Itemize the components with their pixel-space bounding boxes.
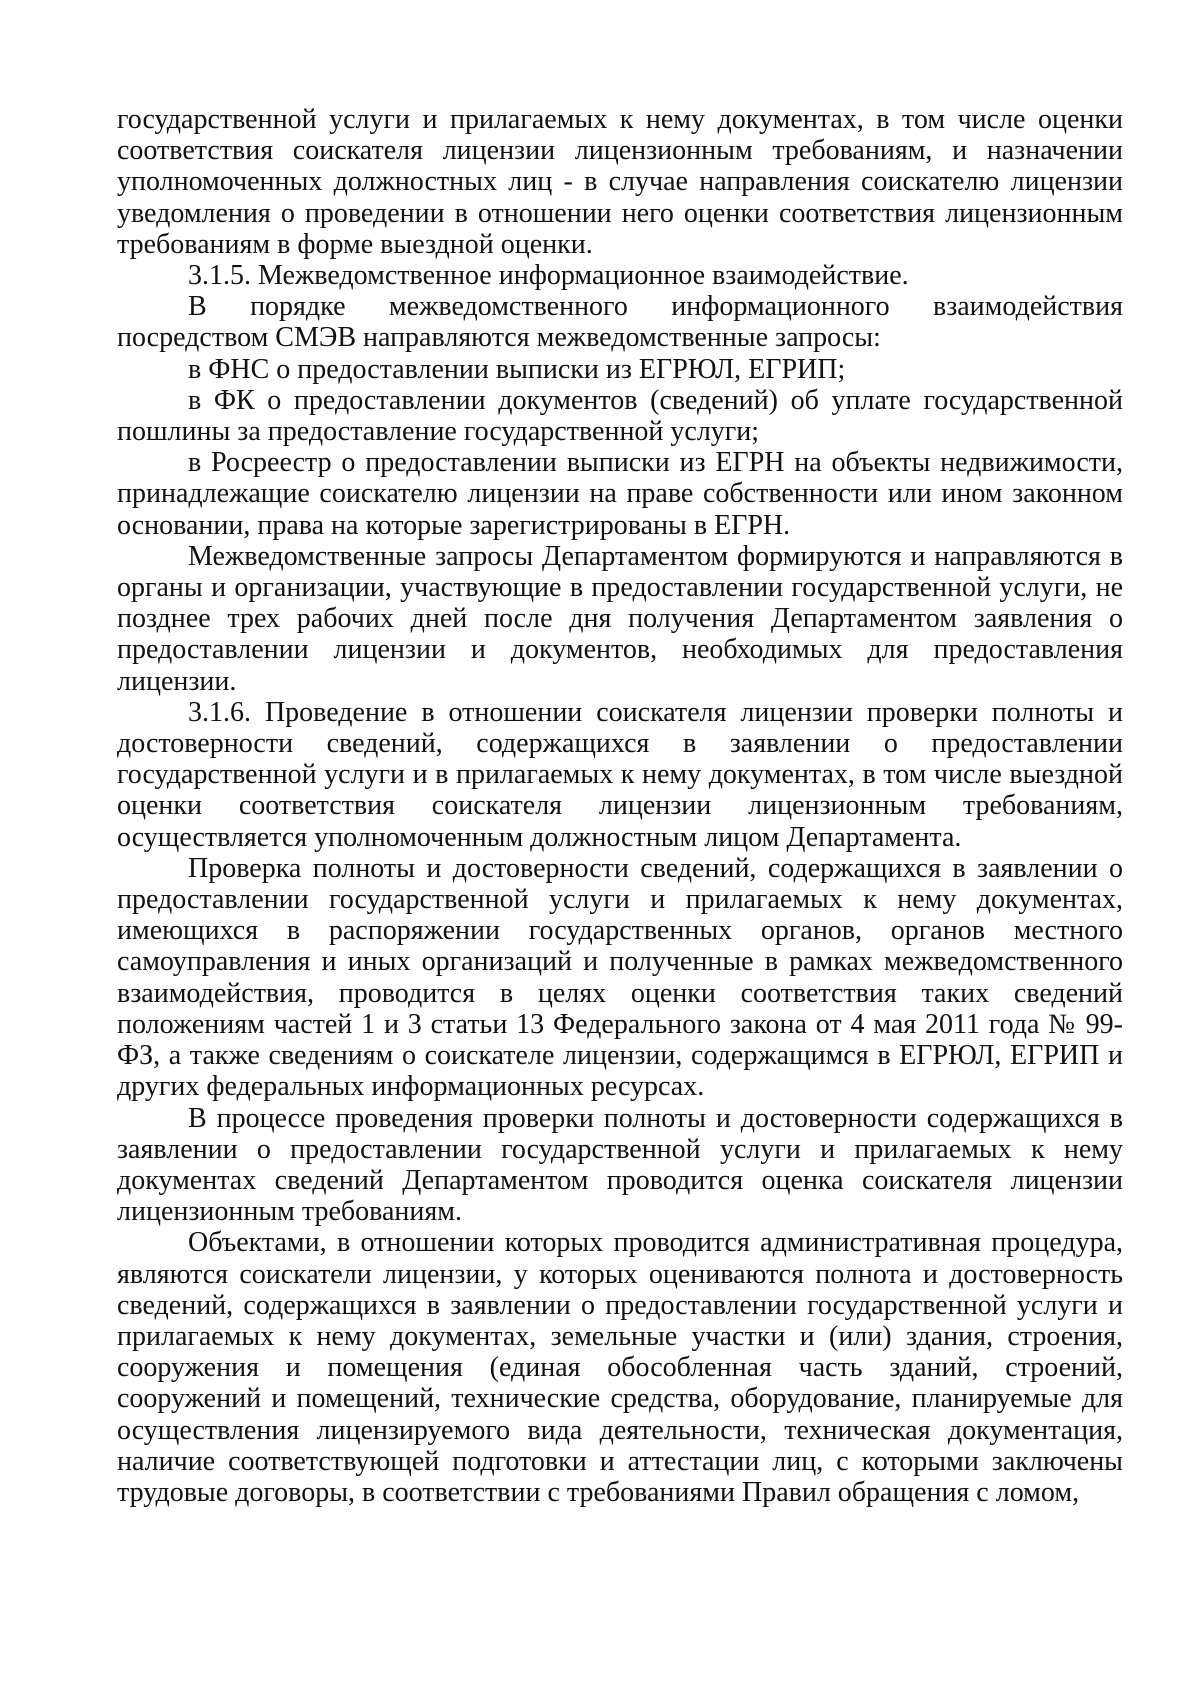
paragraph-assessment: В процессе проведения проверки полноты и достоверности содержащихся в заявлении о предоставлении государственной услуги и прилагаемых к нему документах сведений Департаментом проводится оценка соискателя лицензии лицензионным требованиям. bbox=[117, 1102, 1123, 1228]
paragraph-section-3-1-6: 3.1.6. Проведение в отношении соискателя лицензии проверки полноты и достоверности сведений, содержащихся в заявлении о предоставлении государственной услуги и в прилагаемых к нему документах, в том числе выездной оценки соответствия соискателя лицензии лицензионным требованиям, осуществляется уполномоченным должностным лицом Департамента. bbox=[117, 696, 1123, 853]
paragraph-continuation: государственной услуги и прилагаемых к нему документах, в том числе оценки соответствия соискателя лицензии лицензионным требованиям, и назначении уполномоченных должностных лиц - в случае направления соискателю лицензии уведомления о проведении в отношении него оценки соответствия лицензионным требованиям в форме выездной оценки. bbox=[117, 104, 1123, 260]
paragraph-objects: Объектами, в отношении которых проводится административная процедура, являются соискатели лицензии, у которых оцениваются полнота и достоверность сведений, содержащихся в заявлении о предоставлении государственной услуги и прилагаемых к нему документах, земельные участки и (или) здания, строения, сооружения и помещения (единая обособленная часть зданий, строений, сооружений и помещений, технические средства, оборудование, планируемые для осуществления лицензируемого вида деятельности, техническая документация, наличие соответствующей подготовки и аттестации лиц, с которыми заключены трудовые договоры, в соответствии с требованиями Правил обращения с ломом, bbox=[117, 1227, 1123, 1508]
document-page bbox=[117, 104, 1123, 1508]
paragraph-section-3-1-5: 3.1.5. Межведомственное информационное взаимодействие. bbox=[188, 260, 909, 292]
paragraph-request-fk: в ФК о предоставлении документов (сведений) об уплате государственной пошлины за предоставление государственной услуги; bbox=[117, 384, 1123, 448]
paragraph-request-fns: в ФНС о предоставлении выписки из ЕГРЮЛ, ЕГРИП; bbox=[188, 353, 846, 385]
paragraph-request-rosreestr: в Росреестр о предоставлении выписки из ЕГРН на объекты недвижимости, принадлежащие соискателю лицензии на праве собственности или ином законном основании, права на которые зарегистрированы в ЕГРН. bbox=[117, 447, 1123, 541]
paragraph-interagency-intro: В порядке межведомственного информационного взаимодействия посредством СМЭВ направляются межведомственные запросы: bbox=[117, 291, 1123, 354]
paragraph-request-deadline: Межведомственные запросы Департаментом формируются и направляются в органы и организации, участвующие в предоставлении государственной услуги, не позднее трех рабочих дней после дня получения Департаментом заявления о предоставлении лицензии и документов, необходимых для предоставления лицензии. bbox=[117, 540, 1123, 697]
paragraph-verification: Проверка полноты и достоверности сведений, содержащихся в заявлении о предоставлении государственной услуги и прилагаемых к нему документах, имеющихся в распоряжении государственных органов, органов местного самоуправления и иных организаций и полученные в рамках межведомственного взаимодействия, проводится в целях оценки соответствия таких сведений положениям частей 1 и 3 статьи 13 Федерального закона от 4 мая 2011 года № 99-ФЗ, а также сведениям о соискателе лицензии, содержащимся в ЕГРЮЛ, ЕГРИП и других федеральных информационных ресурсах. bbox=[117, 852, 1123, 1103]
